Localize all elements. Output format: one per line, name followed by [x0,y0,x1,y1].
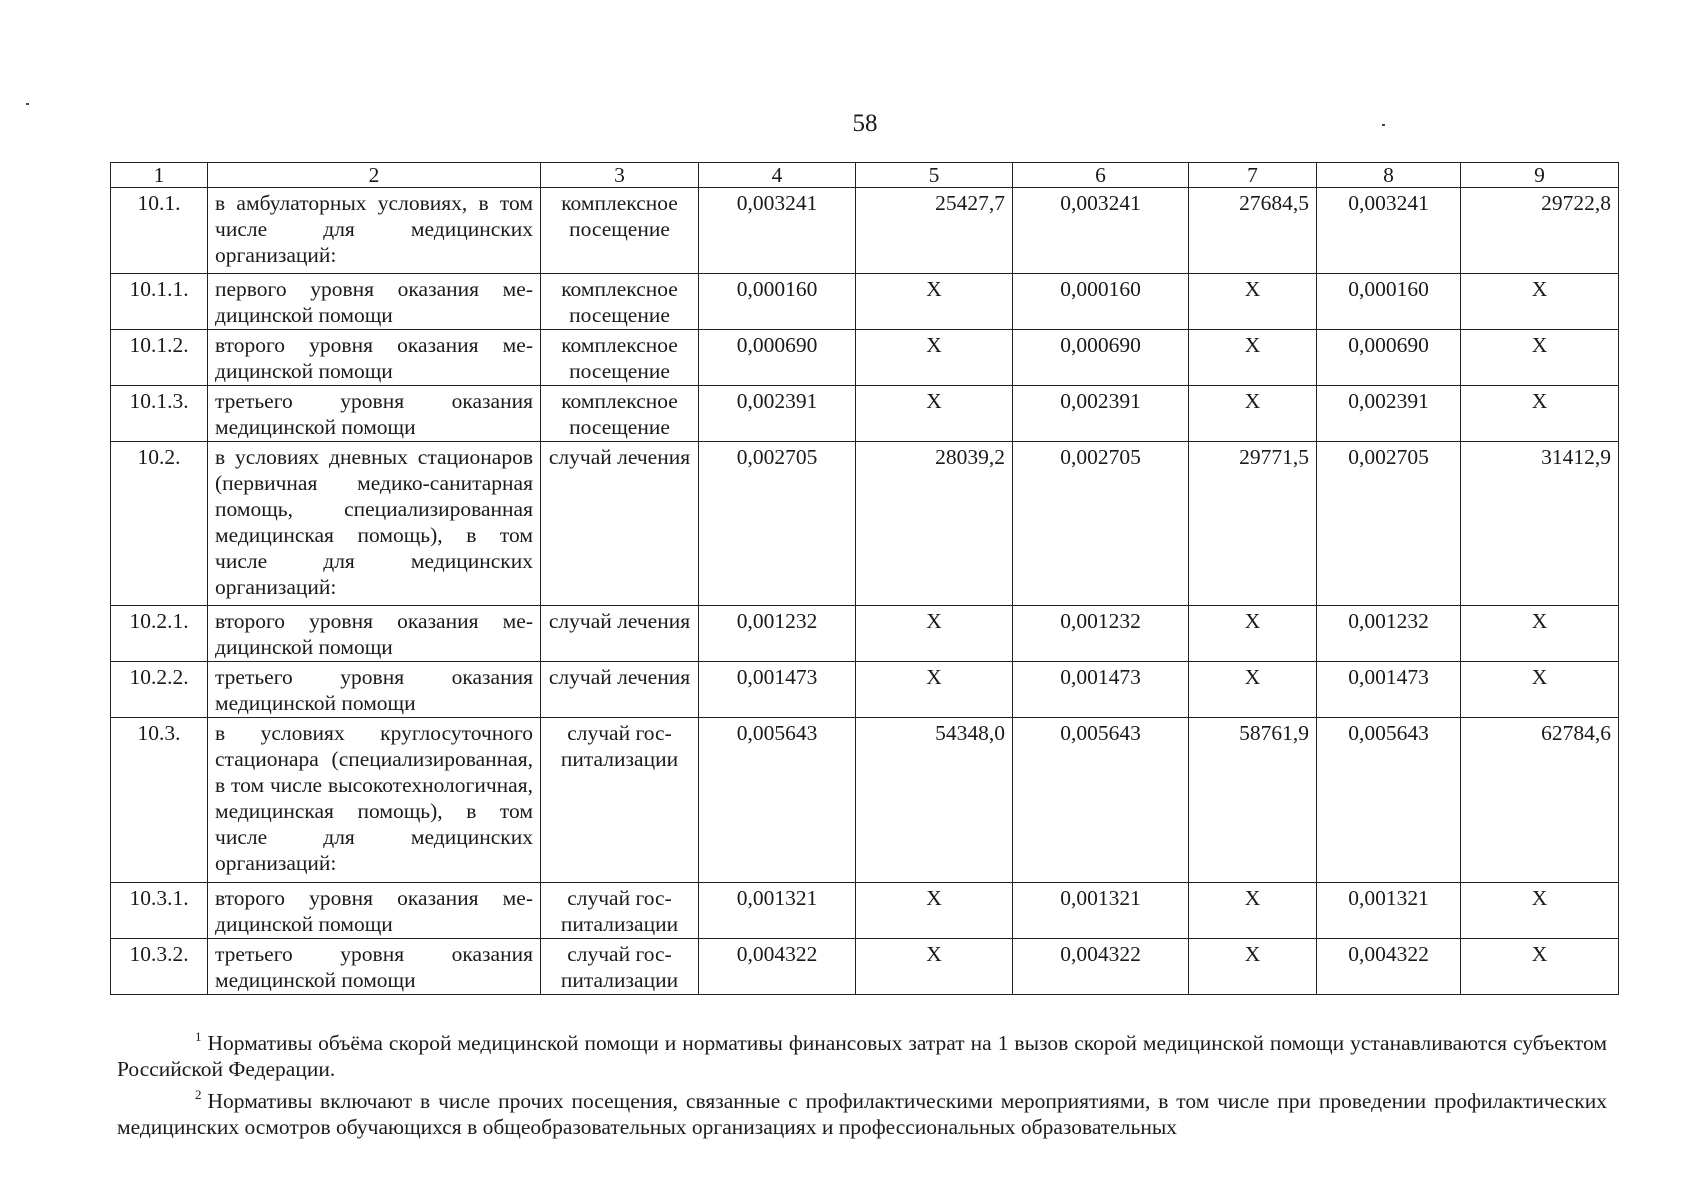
row-code: 10.2. [111,442,208,606]
table-row [111,718,1619,883]
row-care-condition: третьего уровня оказания медицинской помощи [208,386,541,442]
volume-norm-2021: 0,002705 [1317,442,1461,606]
volume-norm-2020: 0,001232 [1013,606,1189,662]
cost-norm-2019: X [856,274,1013,330]
volume-norm-2021: 0,000160 [1317,274,1461,330]
footnote [117,1024,1607,1082]
volume-norm-2019: 0,000160 [699,274,856,330]
cost-norm-2021: 62784,6 [1461,718,1619,883]
volume-norm-2019: 0,005643 [699,718,856,883]
cost-norm-2021: X [1461,386,1619,442]
footnotes [117,1024,1607,1140]
cost-norm-2019: 54348,0 [856,718,1013,883]
cost-norm-2021: X [1461,939,1619,995]
cost-norm-2020: 27684,5 [1189,188,1317,274]
footnote-text: Нормативы объёма скорой медицинской помощи и нормативы финансовых затрат на 1 вызов скорой медицинской помощи устанавливаются субъектом Российской Федерации. [117,1031,1607,1081]
cost-norm-2020: 29771,5 [1189,442,1317,606]
volume-norm-2021: 0,005643 [1317,718,1461,883]
row-unit: комплексное посещение [541,274,699,330]
volume-norm-2020: 0,002391 [1013,386,1189,442]
volume-norm-2019: 0,001321 [699,883,856,939]
volume-norm-2019: 0,003241 [699,188,856,274]
footnote-mark: 1 [195,1029,202,1044]
row-unit: случай лечения [541,442,699,606]
cost-norm-2021: X [1461,606,1619,662]
table-row [111,188,1619,274]
row-code: 10.3.1. [111,883,208,939]
volume-norm-2020: 0,003241 [1013,188,1189,274]
volume-norm-2019: 0,002705 [699,442,856,606]
cost-norm-2020: X [1189,330,1317,386]
row-care-condition: второго уровня оказания медицинской помощи [208,883,541,939]
cost-norm-2021: 29722,8 [1461,188,1619,274]
volume-norm-2021: 0,003241 [1317,188,1461,274]
table-row [111,606,1619,662]
cost-norm-2020: 58761,9 [1189,718,1317,883]
row-unit: случай госпитализации [541,939,699,995]
volume-norm-2019: 0,000690 [699,330,856,386]
cost-norm-2020: X [1189,662,1317,718]
cost-norm-2019: 25427,7 [856,188,1013,274]
cost-norm-2020: X [1189,606,1317,662]
volume-norm-2020: 0,000690 [1013,330,1189,386]
table-row [111,330,1619,386]
column-number-row [111,163,1619,188]
cost-norm-2020: X [1189,386,1317,442]
cost-norm-2021: X [1461,662,1619,718]
cost-norm-2021: X [1461,883,1619,939]
row-care-condition: в условиях дневных стационаров (первичная медико-санитарная помощь, специализированная медицинская помощь), в том числе для медицинских организаций: [208,442,541,606]
footnote-text: Нормативы включают в числе прочих посещения, связанные с профилактическими мероприятиями, в том числе при проведении профилактических медицинских осмотров обучающихся в общеобразовательных организациях и профессиональных образовательных [117,1089,1607,1139]
row-unit: комплексное посещение [541,386,699,442]
volume-norm-2020: 0,002705 [1013,442,1189,606]
volume-norm-2021: 0,000690 [1317,330,1461,386]
row-unit: комплексное посещение [541,330,699,386]
column-number-header: 5 [856,163,1013,188]
volume-norm-2021: 0,001473 [1317,662,1461,718]
row-unit: случай госпитализации [541,883,699,939]
cost-norm-2020: X [1189,939,1317,995]
volume-norm-2021: 0,001232 [1317,606,1461,662]
volume-norm-2019: 0,001232 [699,606,856,662]
row-unit: случай лечения [541,662,699,718]
cost-norm-2021: X [1461,274,1619,330]
row-code: 10.1.2. [111,330,208,386]
column-number-header: 4 [699,163,856,188]
normatives-table [110,162,1619,995]
volume-norm-2021: 0,001321 [1317,883,1461,939]
volume-norm-2019: 0,001473 [699,662,856,718]
footnote [117,1082,1607,1140]
table-row [111,274,1619,330]
row-unit: комплексное посещение [541,188,699,274]
row-care-condition: второго уровня оказания медицинской помощи [208,330,541,386]
cost-norm-2019: 28039,2 [856,442,1013,606]
column-number-header: 7 [1189,163,1317,188]
volume-norm-2020: 0,001321 [1013,883,1189,939]
table-row [111,662,1619,718]
row-code: 10.1.1. [111,274,208,330]
row-code: 10.3.2. [111,939,208,995]
cost-norm-2019: X [856,386,1013,442]
footnote-mark: 2 [195,1087,202,1102]
row-unit: случай госпитализации [541,718,699,883]
cost-norm-2019: X [856,939,1013,995]
volume-norm-2020: 0,005643 [1013,718,1189,883]
row-code: 10.1. [111,188,208,274]
row-unit: случай лечения [541,606,699,662]
cost-norm-2019: X [856,883,1013,939]
cost-norm-2020: X [1189,883,1317,939]
column-number-header: 3 [541,163,699,188]
cost-norm-2021: 31412,9 [1461,442,1619,606]
row-care-condition: второго уровня оказания медицинской помощи [208,606,541,662]
column-number-header: 9 [1461,163,1619,188]
table-row [111,386,1619,442]
row-code: 10.2.2. [111,662,208,718]
row-care-condition: в условиях круглосуточного стационара (специализированная, в том числе высокотехнологичная, медицинская помощь), в том числе для медицинских организаций: [208,718,541,883]
volume-norm-2020: 0,004322 [1013,939,1189,995]
volume-norm-2020: 0,001473 [1013,662,1189,718]
column-number-header: 2 [208,163,541,188]
scan-speck [26,103,29,105]
column-number-header: 6 [1013,163,1189,188]
table-row [111,442,1619,606]
row-code: 10.1.3. [111,386,208,442]
row-code: 10.2.1. [111,606,208,662]
volume-norm-2019: 0,004322 [699,939,856,995]
row-care-condition: третьего уровня оказания медицинской помощи [208,939,541,995]
row-code: 10.3. [111,718,208,883]
row-care-condition: в амбулаторных условиях, в том числе для медицинских организаций: [208,188,541,274]
volume-norm-2021: 0,004322 [1317,939,1461,995]
volume-norm-2020: 0,000160 [1013,274,1189,330]
table-row [111,883,1619,939]
cost-norm-2019: X [856,662,1013,718]
table-row [111,939,1619,995]
column-number-header: 8 [1317,163,1461,188]
cost-norm-2021: X [1461,330,1619,386]
volume-norm-2021: 0,002391 [1317,386,1461,442]
row-care-condition: первого уровня оказания медицинской помощи [208,274,541,330]
volume-norm-2019: 0,002391 [699,386,856,442]
page-number: 58 [852,110,878,137]
cost-norm-2019: X [856,330,1013,386]
column-number-header: 1 [111,163,208,188]
cost-norm-2019: X [856,606,1013,662]
cost-norm-2020: X [1189,274,1317,330]
row-care-condition: третьего уровня оказания медицинской помощи [208,662,541,718]
